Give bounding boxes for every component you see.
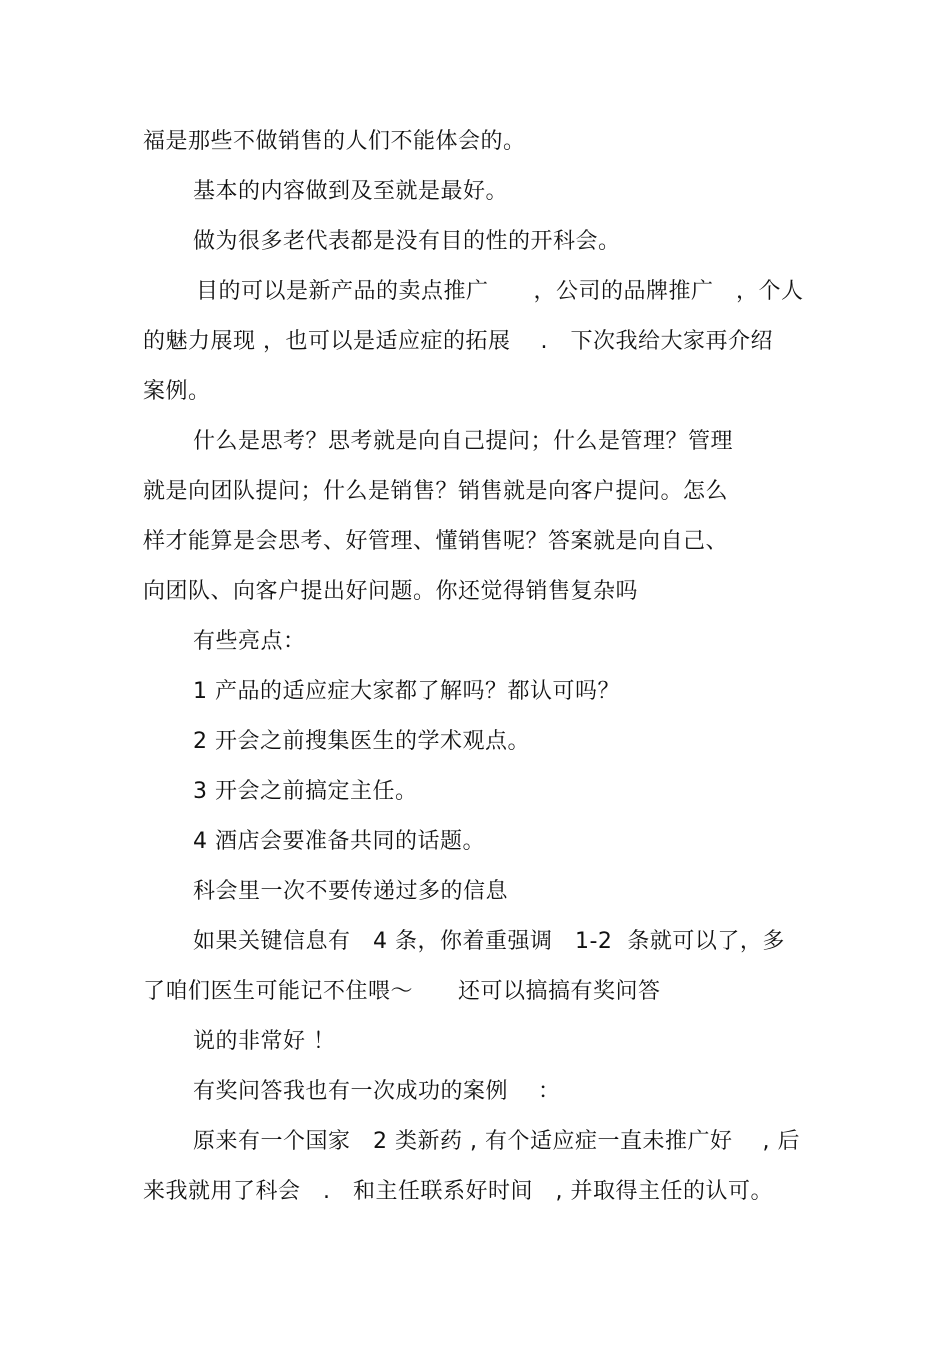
list-item: 1 产品的适应症大家都了解吗？都认可吗？ [193,679,620,704]
paragraph-line: 了咱们医生可能记不住喂～ 还可以搞搞有奖问答 [143,979,661,1004]
paragraph-line: 有些亮点： [193,629,306,654]
paragraph-line: 案例。 [143,379,211,404]
list-item: 3 开会之前搞定主任。 [193,779,418,804]
list-item: 2 开会之前搜集医生的学术观点。 [193,729,530,754]
paragraph-line: 说的非常好 ！ [193,1029,336,1054]
paragraph-line: 如果关键信息有 4 条，你着重强调 1-2 条就可以了，多 [193,929,785,954]
paragraph-line: 向团队、向客户提出好问题。你还觉得销售复杂吗 [143,579,639,604]
paragraph-line: 有奖问答我也有一次成功的案例 ： [193,1079,561,1104]
paragraph-line: 做为很多老代表都是没有目的性的开科会。 [193,229,621,254]
list-item: 4 酒店会要准备共同的话题。 [193,829,485,854]
paragraph-line: 科会里一次不要传递过多的信息 [193,879,509,904]
paragraph-line: 来我就用了科会 . 和主任联系好时间 , 并取得主任的认可。 [143,1179,773,1204]
paragraph-line: 样才能算是会思考、好管理、懂销售呢？答案就是向自己、 [143,529,729,554]
paragraph-line: 福是那些不做销售的人们不能体会的。 [143,129,526,154]
paragraph-line: 目的可以是新产品的卖点推广 ，公司的品牌推广 ，个人 [196,279,804,304]
paragraph-line: 原来有一个国家 2 类新药 , 有个适应症一直未推广好 , 后 [193,1129,800,1154]
paragraph-line: 什么是思考？思考就是向自己提问；什么是管理？管理 [193,429,734,454]
paragraph-line: 的魅力展现 ，也可以是适应症的拓展 . 下次我给大家再介绍 [143,329,773,354]
paragraph-line: 就是向团队提问；什么是销售？销售就是向客户提问。怎么 [143,479,729,504]
paragraph-line: 基本的内容做到及至就是最好。 [193,179,509,204]
